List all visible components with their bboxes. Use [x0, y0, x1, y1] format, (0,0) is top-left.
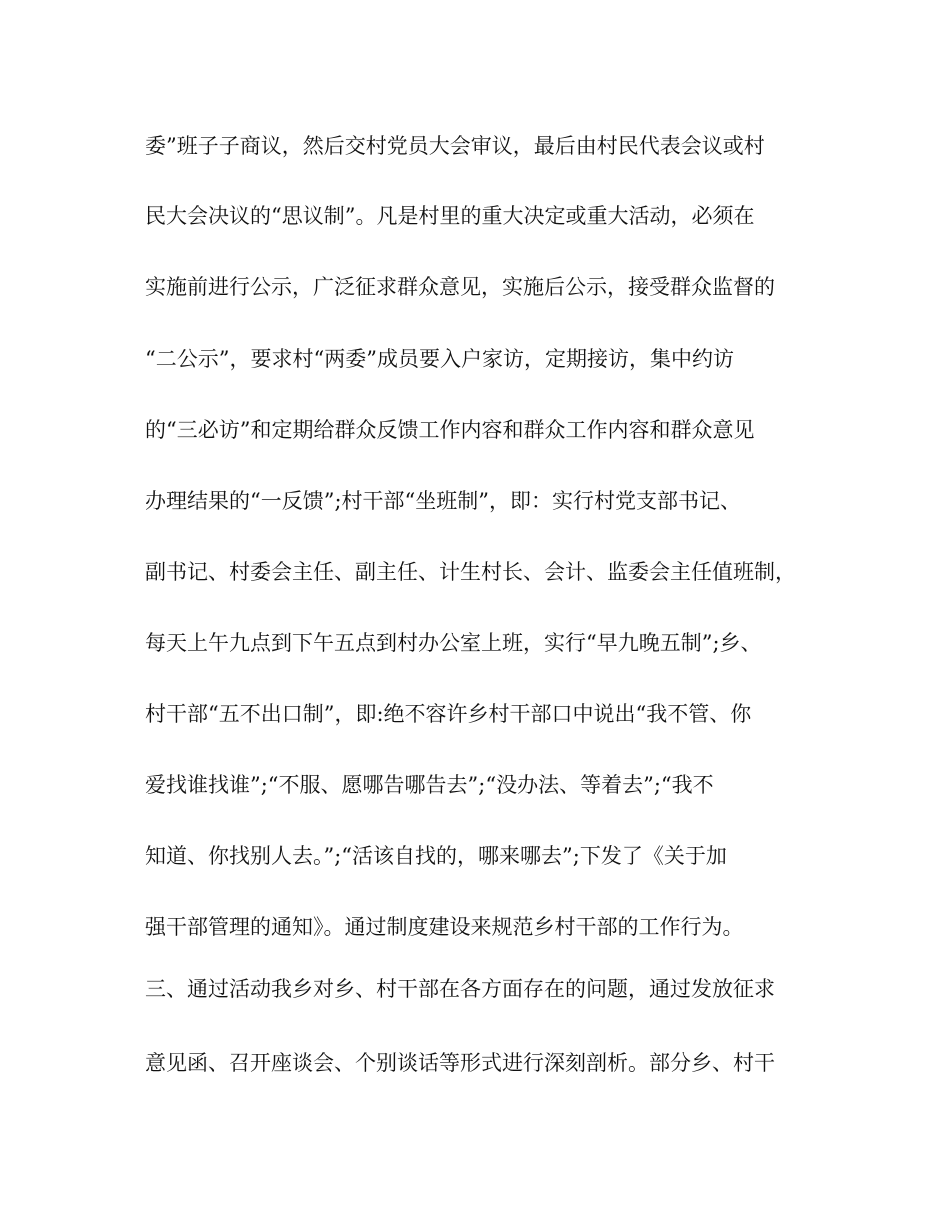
text-line: 办理结果的“一反馈”;村干部“坐班制”，即：实行村党支部书记、	[145, 489, 742, 513]
text-line: “二公示”，要求村“两委”成员要入户家访，定期接访，集中约访	[145, 347, 734, 371]
text-line: 委”班子子商议，然后交村党员大会审议，最后由村民代表会议或村	[145, 134, 765, 158]
text-line: 爱找谁找谁”;“不服、愿哪告哪告去”;“没办法、等着去”;“我不	[145, 773, 714, 797]
text-line: 强干部管理的通知》。通过制度建设来规范乡村干部的工作行为。	[145, 915, 744, 939]
text-line: 意见函、召开座谈会、个别谈话等形式进行深刻剖析。部分乡、村干	[145, 1051, 775, 1075]
text-line: 每天上午九点到下午五点到村办公室上班，实行“早九晚五制”;乡、	[145, 631, 762, 655]
text-line: 的“三必访”和定期给群众反馈工作内容和群众工作内容和群众意见	[145, 418, 755, 442]
text-line: 实施前进行公示，广泛征求群众意见，实施后公示，接受群众监督的	[145, 275, 775, 299]
text-line: 村干部“五不出口制”，即:绝不容许乡村干部口中说出“我不管、你	[145, 702, 752, 726]
section-heading-line: 三、通过活动我乡对乡、村干部在各方面存在的问题，通过发放征求	[145, 977, 775, 1001]
text-line: 知道、你找别人去。”;“活该自找的，哪来哪去”;下发了《关于加	[145, 844, 727, 868]
text-line: 副书记、村委会主任、副主任、计生村长、会计、监委会主任值班制，	[145, 560, 796, 584]
text-line: 民大会决议的“思议制”。凡是村里的重大决定或重大活动，必须在	[145, 204, 755, 228]
